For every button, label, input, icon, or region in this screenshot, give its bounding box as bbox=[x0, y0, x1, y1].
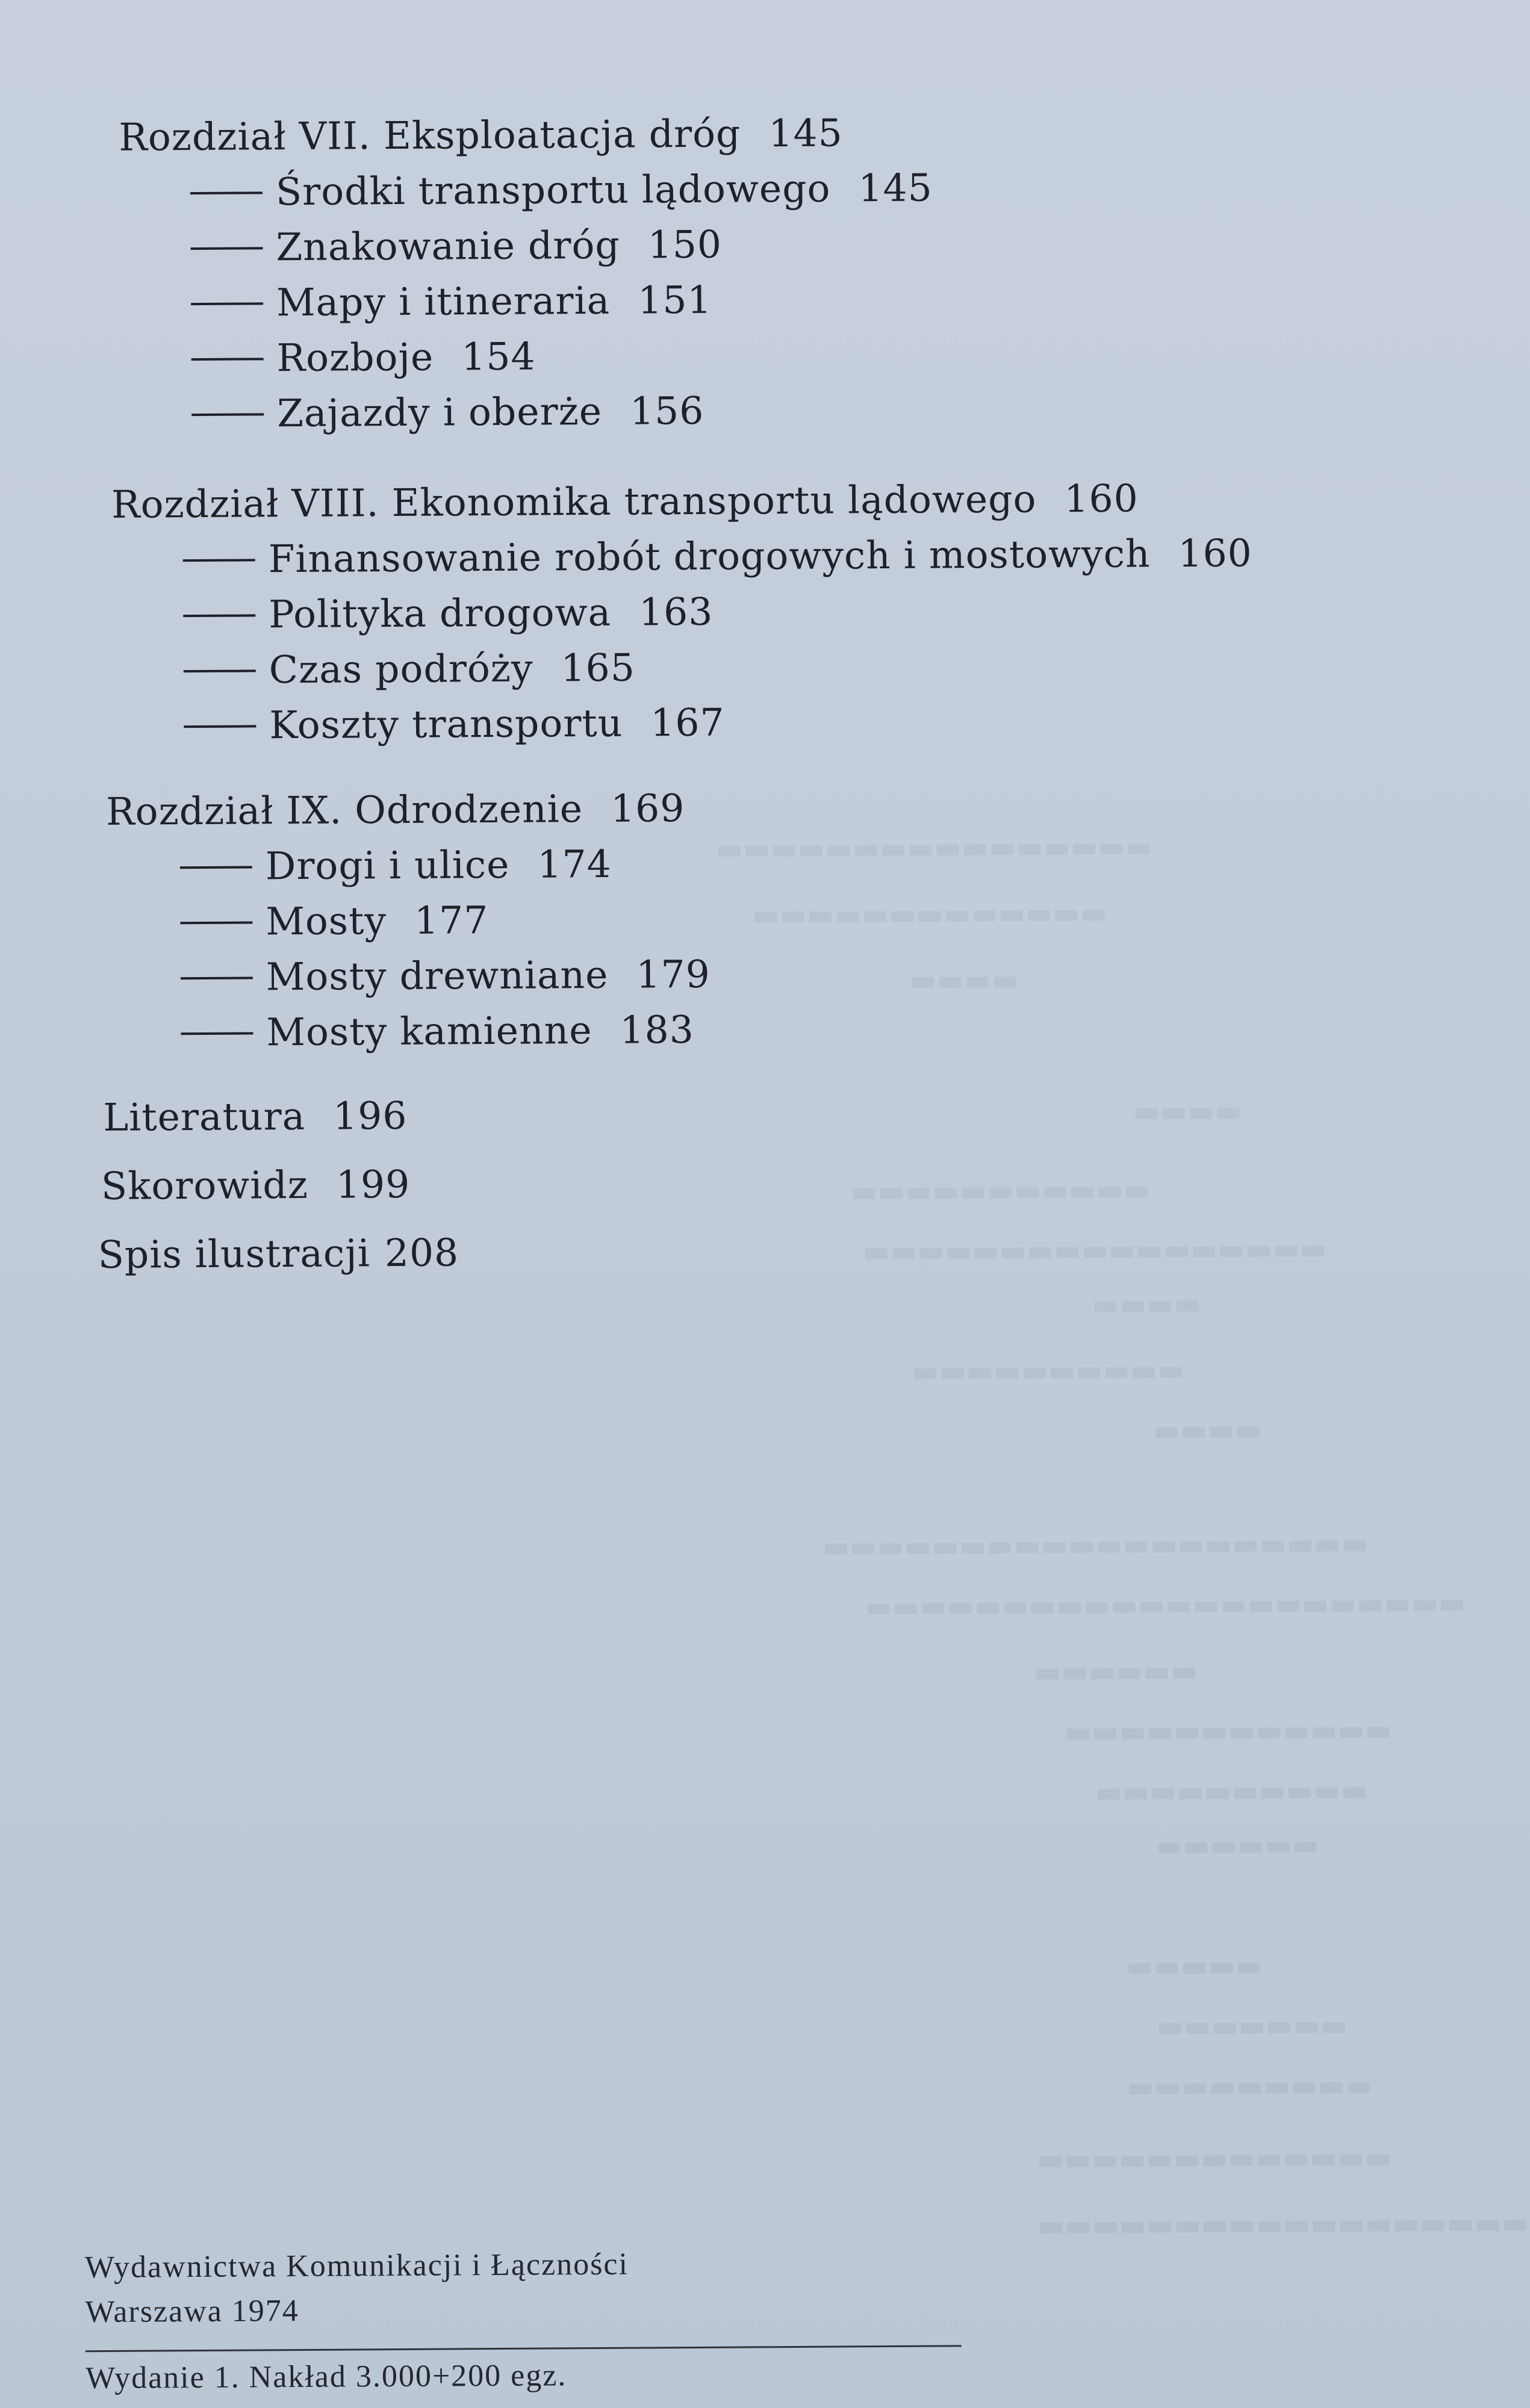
chapter-page-number: 169 bbox=[610, 786, 685, 831]
toc-entry bbox=[190, 166, 933, 214]
em-dash bbox=[184, 669, 256, 672]
edition-print-run: Wydanie 1. Nakład 3.000+200 egz. bbox=[85, 2358, 567, 2396]
entry-title: Spis ilustracji bbox=[98, 1231, 371, 1277]
entry-title: Mosty kamienne bbox=[266, 1008, 592, 1055]
em-dash bbox=[183, 559, 255, 562]
toc-entry bbox=[190, 222, 723, 270]
entry-page-number: 196 bbox=[332, 1093, 408, 1138]
divider-rule bbox=[86, 2345, 962, 2352]
entry-page-number: 163 bbox=[638, 589, 714, 635]
entry-title: Zajazdy i oberże bbox=[276, 389, 603, 436]
entry-title: Koszty transportu bbox=[269, 701, 623, 748]
toc-entry bbox=[191, 334, 536, 380]
toc-entry bbox=[181, 952, 711, 999]
chapter-heading bbox=[106, 786, 685, 834]
entry-page-number: 183 bbox=[620, 1007, 694, 1052]
back-matter-entry bbox=[101, 1162, 411, 1209]
em-dash bbox=[180, 921, 252, 924]
entry-title: Literatura bbox=[103, 1094, 306, 1140]
entry-title: Mosty bbox=[266, 899, 387, 944]
entry-page-number: 151 bbox=[638, 278, 712, 323]
publication-place-year: Warszawa 1974 bbox=[85, 2294, 299, 2330]
em-dash bbox=[191, 247, 263, 250]
entry-page-number: 160 bbox=[1178, 531, 1252, 576]
chapter-page-number: 145 bbox=[768, 111, 843, 156]
entry-title: Drogi i ulice bbox=[265, 842, 510, 889]
entry-page-number: 208 bbox=[384, 1230, 459, 1276]
toc-entry bbox=[183, 589, 714, 637]
entry-title: Znakowanie dróg bbox=[276, 223, 620, 270]
em-dash bbox=[181, 976, 253, 979]
toc-entry bbox=[191, 278, 712, 325]
em-dash bbox=[190, 191, 263, 194]
toc-entry bbox=[181, 1007, 694, 1055]
entry-page-number: 174 bbox=[537, 842, 612, 887]
entry-title: Mosty drewniane bbox=[266, 952, 609, 999]
chapter-title: Rozdział IX. Odrodzenie bbox=[106, 787, 583, 834]
em-dash bbox=[191, 302, 263, 305]
entry-page-number: 150 bbox=[647, 222, 723, 267]
em-dash bbox=[184, 725, 256, 728]
em-dash bbox=[191, 358, 264, 361]
entry-title: Finansowanie robót drogowych i mostowych bbox=[268, 532, 1151, 582]
toc-entry bbox=[184, 700, 725, 748]
entry-title: Polityka drogowa bbox=[269, 590, 612, 637]
chapter-heading bbox=[119, 111, 843, 160]
toc-entry bbox=[184, 645, 636, 692]
publisher-name: Wydawnictwa Komunikacji i Łączności bbox=[84, 2247, 629, 2285]
chapter-heading bbox=[111, 476, 1139, 527]
toc-entry bbox=[191, 388, 704, 436]
entry-page-number: 199 bbox=[335, 1162, 411, 1207]
toc-entry bbox=[180, 898, 489, 944]
toc-entry bbox=[180, 842, 612, 889]
chapter-title: Rozdział VIII. Ekonomika transportu lądowego bbox=[111, 477, 1037, 527]
entry-title: Środki transportu lądowego bbox=[275, 166, 831, 214]
entry-title: Rozboje bbox=[276, 335, 434, 380]
em-dash bbox=[180, 866, 252, 869]
entry-title: Mapy i itineraria bbox=[276, 278, 611, 325]
back-matter-entry bbox=[98, 1230, 459, 1277]
entry-title: Skorowidz bbox=[101, 1162, 309, 1209]
entry-title: Czas podróży bbox=[269, 646, 533, 692]
entry-page-number: 177 bbox=[414, 898, 489, 943]
em-dash bbox=[191, 413, 264, 416]
em-dash bbox=[181, 1032, 253, 1035]
entry-page-number: 167 bbox=[650, 700, 725, 745]
entry-page-number: 145 bbox=[858, 166, 933, 211]
chapter-title: Rozdział VII. Eksploatacja dróg bbox=[119, 111, 741, 160]
entry-page-number: 156 bbox=[629, 388, 704, 433]
toc-entry bbox=[182, 531, 1252, 582]
em-dash bbox=[183, 614, 255, 617]
entry-page-number: 179 bbox=[636, 952, 711, 997]
back-matter-entry bbox=[103, 1093, 408, 1140]
chapter-page-number: 160 bbox=[1064, 476, 1139, 521]
entry-page-number: 154 bbox=[461, 334, 536, 379]
document-page: ▬▬▬▬▬▬▬▬▬▬▬▬▬▬▬▬ ▬▬▬▬▬▬▬▬▬▬▬▬▬ ▬▬▬▬ ▬▬▬▬ ▬▬▬▬▬▬▬▬▬▬▬ ▬▬▬▬▬▬▬▬▬▬▬▬▬▬▬▬▬ ▬▬▬▬ ▬▬▬▬▬▬▬▬▬▬ ▬▬▬▬ ▬▬▬▬▬▬▬▬▬▬▬▬▬▬▬▬▬▬▬▬ ▬▬▬▬▬▬▬▬▬▬▬▬▬▬▬▬▬▬▬▬▬▬ ▬▬▬▬▬▬ ▬▬▬▬▬▬▬▬▬▬▬▬ ▬▬▬▬▬▬▬▬▬▬ ▬▬▬▬▬▬ ▬▬▬▬▬ ▬▬▬▬▬▬▬ ▬▬▬▬▬▬▬▬▬ ▬▬▬▬▬▬▬▬▬▬▬▬▬ ▬▬▬▬▬▬▬▬▬▬▬▬▬▬▬▬▬▬ Rozdział VII. Eksploatacja dróg 145 Środki transportu lądowego 145 Znakowanie dróg 150 Mapy i itineraria 151 Rozboje 154 Zajazdy i oberże 156 Rozdział VIII. Ekonomika transportu lądowego 160 Finansowanie robót drogowych i mostowych 160 Polityka drogowa 163 Czas podróży 165 Koszty transportu 167 Rozdział IX. Odrodzenie 169 Drogi i ulice 174 Mosty 177 Mosty drewniane 179 Mosty kamienne 183 Literatura 196 Skorowidz 199 Spis ilustracji 208 Wydawnictwa Komunikacji i Łączności Warszawa 1974 Wydanie 1. Nakład 3.000+200 egz. bbox=[84, 111, 1529, 2396]
entry-page-number: 165 bbox=[561, 645, 636, 690]
